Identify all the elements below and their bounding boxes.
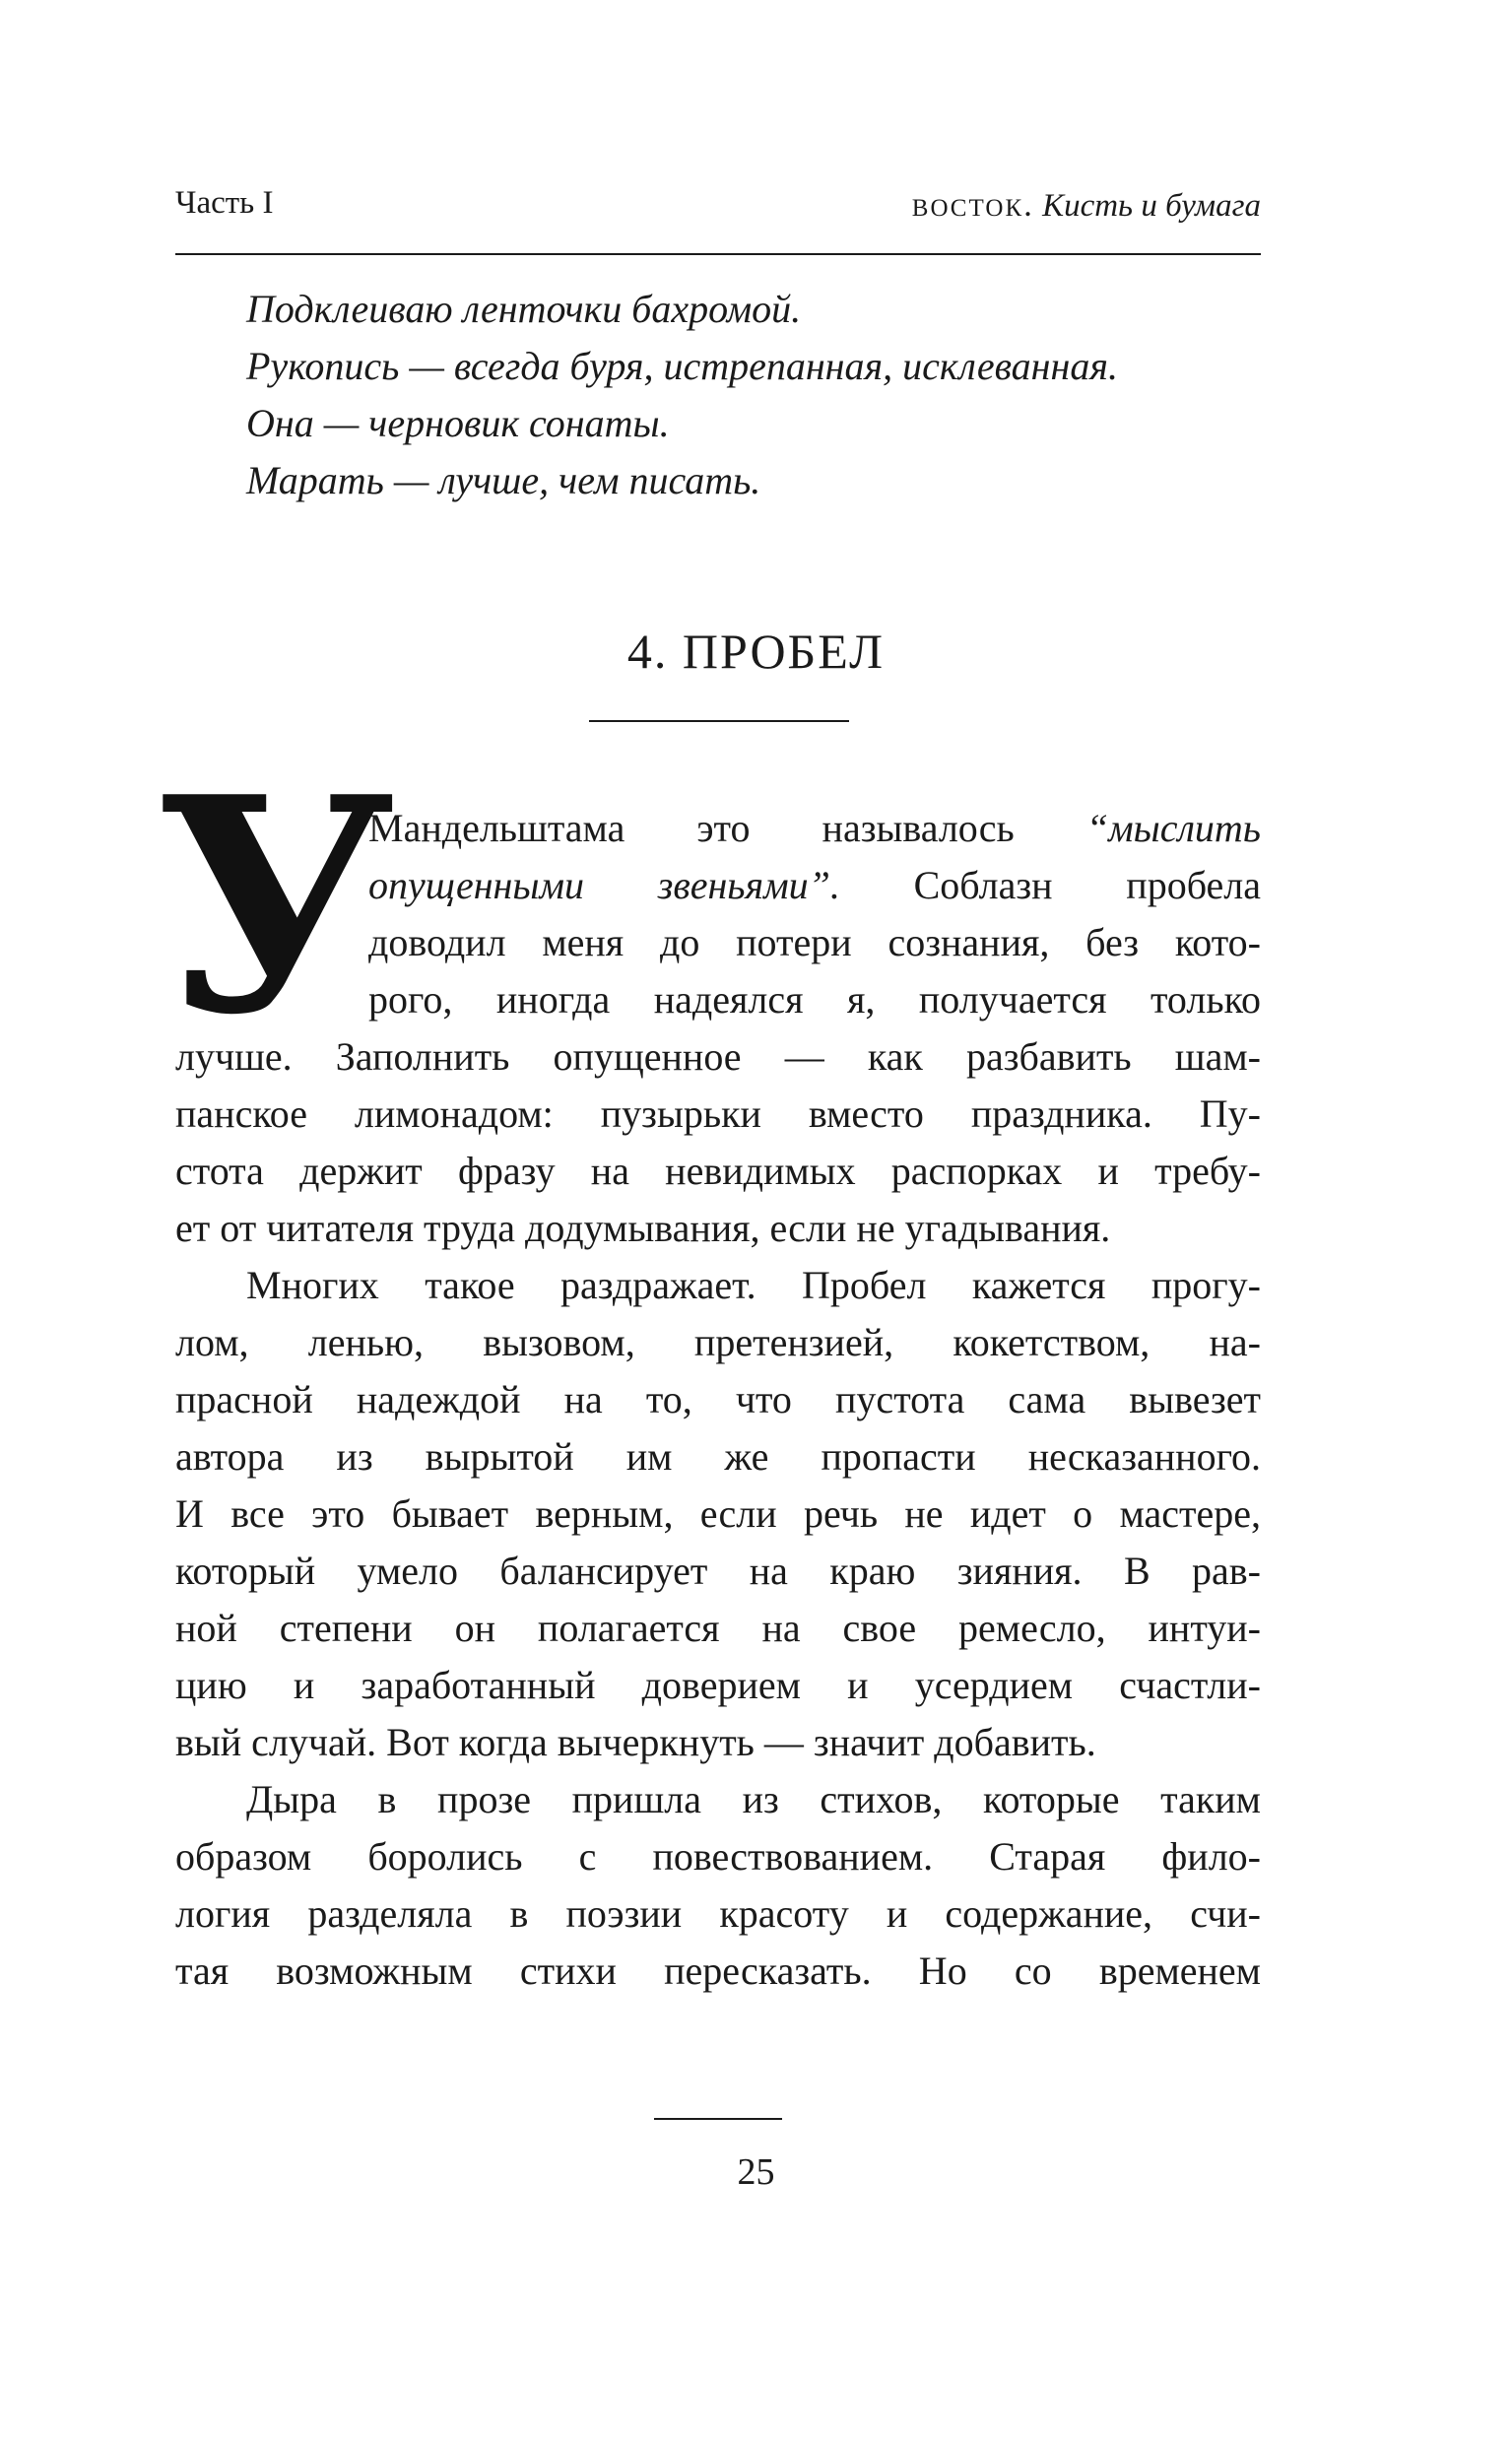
text-line: автора из вырытой им же пропасти несказанного. — [175, 1434, 1261, 1479]
text-line: прасной надеждой на то, что пустота сама вывезет — [175, 1377, 1261, 1421]
text-line: рого, иногда надеялся я, получается только — [368, 977, 1261, 1022]
text-line: тая возможным стихи пересказать. Но со временем — [175, 1948, 1261, 1993]
section-title-rule — [589, 720, 849, 722]
text-line: стота держит фразу на невидимых распорках и требу- — [175, 1149, 1261, 1193]
text-line: Многих такое раздражает. Пробел кажется прогу- — [246, 1263, 1261, 1307]
text-line: панское лимонадом: пузырьки вместо праздника. Пу- — [175, 1091, 1261, 1136]
epigraph-line: Рукопись — всегда буря, истрепанная, исклеванная. — [246, 344, 1118, 388]
text-fragment: Мандельштама это называлось — [368, 806, 1086, 850]
quote-fragment: “мыслить — [1085, 806, 1261, 850]
running-head-part: Часть I — [175, 185, 274, 221]
text-fragment: Соблазн пробела — [839, 863, 1261, 907]
text-line — [175, 800, 1261, 857]
running-head-chapter-subtitle: Кисть и бумага — [1042, 188, 1261, 224]
quote-fragment: опущенными звеньями”. — [368, 863, 840, 907]
text-line: образом боролись с повествованием. Старая фило- — [175, 1834, 1261, 1879]
page-number: 25 — [737, 2151, 775, 2193]
text-line: ной степени он полагается на свое ремесло, интуи- — [175, 1606, 1261, 1650]
text-line: который умело балансирует на краю зияния. В рав- — [175, 1549, 1261, 1593]
text-line: лом, ленью, вызовом, претензией, кокетством, на- — [175, 1320, 1261, 1364]
epigraph-line: Подклеиваю ленточки бахромой. — [246, 287, 802, 331]
running-head-rule — [175, 253, 1261, 255]
text-line: вый случай. Вот когда вычеркнуть — значит добавить. — [175, 1720, 1096, 1764]
body-text — [175, 800, 1261, 2000]
text-line: И все это бывает верным, если речь не идет о мастере, — [175, 1491, 1261, 1536]
text-line: Дыра в прозе пришла из стихов, которые таким — [246, 1777, 1261, 1821]
running-head-chapter-caps: восток. — [911, 185, 1034, 224]
text-line: ет от читателя труда додумывания, если не угадывания. — [175, 1206, 1111, 1250]
text-line: логия разделяла в поэзии красоту и содержание, счи- — [175, 1891, 1261, 1936]
text-line: цию и заработанный доверием и усердием счастли- — [175, 1663, 1261, 1707]
text-line: лучше. Заполнить опущенное — как разбавить шам- — [175, 1034, 1261, 1079]
epigraph-line: Она — черновик сонаты. — [246, 401, 670, 445]
section-title: 4. ПРОБЕЛ — [626, 624, 886, 679]
text-line: доводил меня до потери сознания, без кото- — [368, 920, 1261, 964]
text-line — [175, 857, 1261, 914]
running-head — [175, 185, 1261, 236]
epigraph-line: Марать — лучше, чем писать. — [246, 458, 761, 502]
drop-cap: У — [156, 732, 396, 1080]
footer-rule — [654, 2118, 782, 2120]
running-head-chapter — [912, 185, 1261, 225]
epigraph-verse — [246, 281, 1118, 509]
